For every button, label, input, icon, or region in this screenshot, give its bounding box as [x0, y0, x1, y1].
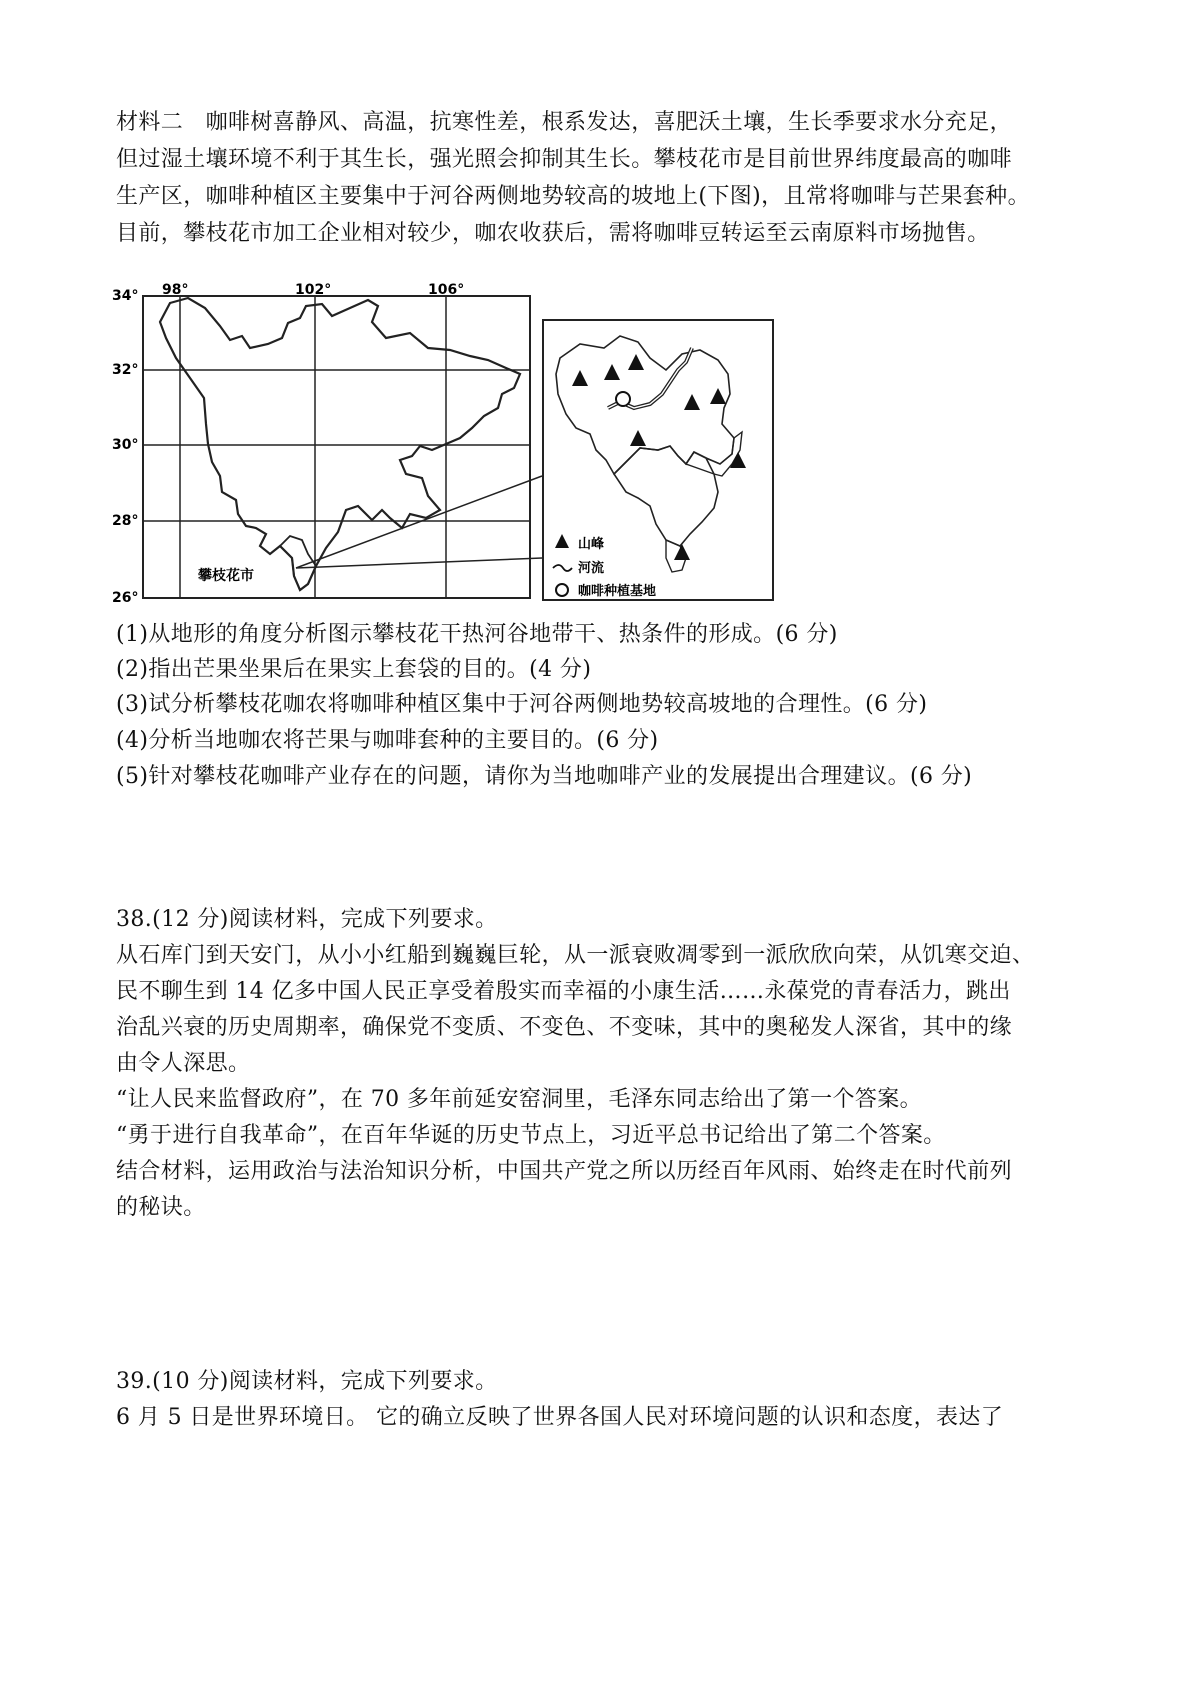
peak-icon — [674, 544, 690, 560]
material-line: 结合材料，运用政治与法治知识分析，中国共产党之所以历经百年风雨、始终走在时代前列 — [116, 1159, 1013, 1184]
peak-icon — [710, 388, 726, 404]
material-line: 由令人深思。 — [116, 1051, 251, 1076]
legend-river-label: 河流 — [578, 561, 605, 576]
lat-label: 26° — [112, 590, 139, 606]
legend-river-icon — [553, 565, 572, 571]
material-line: 目前，攀枝花市加工企业相对较少，咖农收获后，需将咖啡豆转运至云南原料市场抛售。 — [116, 221, 990, 246]
leader-line — [296, 476, 542, 568]
leader-line — [296, 558, 542, 568]
material-line: 治乱兴衰的历史周期率，确保党不变质、不变色、不变味，其中的奥秘发人深省，其中的缘 — [116, 1015, 1013, 1040]
coffee-base-icon — [616, 392, 630, 406]
lat-label: 30° — [112, 437, 139, 453]
city-label: 攀枝花市 — [198, 568, 254, 584]
sichuan-map-figure — [110, 278, 850, 618]
material-line: 从石库门到天安门，从小小红船到巍巍巨轮，从一派衰败凋零到一派欣欣向荣，从饥寒交迫、 — [116, 943, 1035, 968]
question-item: (1)从地形的角度分析图示攀枝花干热河谷地带干、热条件的形成。(6 分) — [116, 622, 838, 647]
material-line: 材料二 咖啡树喜静风、高温，抗寒性差，根系发达，喜肥沃土壤，生长季要求水分充足， — [116, 110, 1013, 135]
lon-label: 98° — [162, 282, 189, 298]
inset-region-east — [686, 432, 742, 476]
question-header: 38.(12 分)阅读材料，完成下列要求。 — [116, 907, 498, 932]
lon-label: 106° — [428, 282, 465, 298]
sichuan-outline — [160, 298, 520, 590]
legend-peak-icon — [555, 534, 569, 548]
question-item: (5)针对攀枝花咖啡产业存在的问题，请你为当地咖啡产业的发展提出合理建议。(6 分) — [116, 764, 973, 789]
material-line: 6 月 5 日是世界环境日。 它的确立反映了世界各国人民对环境问题的认识和态度，表达了 — [116, 1405, 1004, 1430]
legend-base-label: 咖啡种植基地 — [578, 584, 657, 599]
question-item: (2)指出芒果坐果后在果实上套袋的目的。(4 分) — [116, 657, 592, 682]
material-line: “让人民来监督政府”，在 70 多年前延安窑洞里，毛泽东同志给出了第一个答案。 — [116, 1087, 923, 1112]
material-line: “勇于进行自我革命”，在百年华诞的历史节点上，习近平总书记给出了第二个答案。 — [116, 1123, 946, 1148]
peak-icon — [630, 430, 646, 446]
lon-label: 102° — [295, 282, 332, 298]
lat-label: 32° — [112, 362, 139, 378]
peak-icon — [604, 364, 620, 380]
material-line: 生产区，咖啡种植区主要集中于河谷两侧地势较高的坡地上(下图)，且常将咖啡与芒果套种。 — [116, 184, 1030, 209]
question-header: 39.(10 分)阅读材料，完成下列要求。 — [116, 1369, 498, 1394]
legend-peak-label: 山峰 — [578, 537, 605, 552]
lat-label: 34° — [112, 288, 139, 304]
question-item: (3)试分析攀枝花咖农将咖啡种植区集中于河谷两侧地势较高坡地的合理性。(6 分) — [116, 692, 928, 717]
legend-base-icon — [556, 584, 568, 596]
question-item: (4)分析当地咖农将芒果与咖啡套种的主要目的。(6 分) — [116, 728, 659, 753]
lat-label: 28° — [112, 513, 139, 529]
material-line: 民不聊生到 14 亿多中国人民正享受着殷实而幸福的小康生活……永葆党的青春活力，跳出 — [116, 979, 1011, 1004]
material-line: 的秘诀。 — [116, 1195, 206, 1220]
peak-icon — [684, 394, 700, 410]
peak-icon — [572, 370, 588, 386]
peak-icon — [628, 354, 644, 370]
material-line: 但过湿土壤环境不利于其生长，强光照会抑制其生长。攀枝花市是目前世界纬度最高的咖啡 — [116, 147, 1013, 172]
inset-region-south — [614, 446, 718, 546]
